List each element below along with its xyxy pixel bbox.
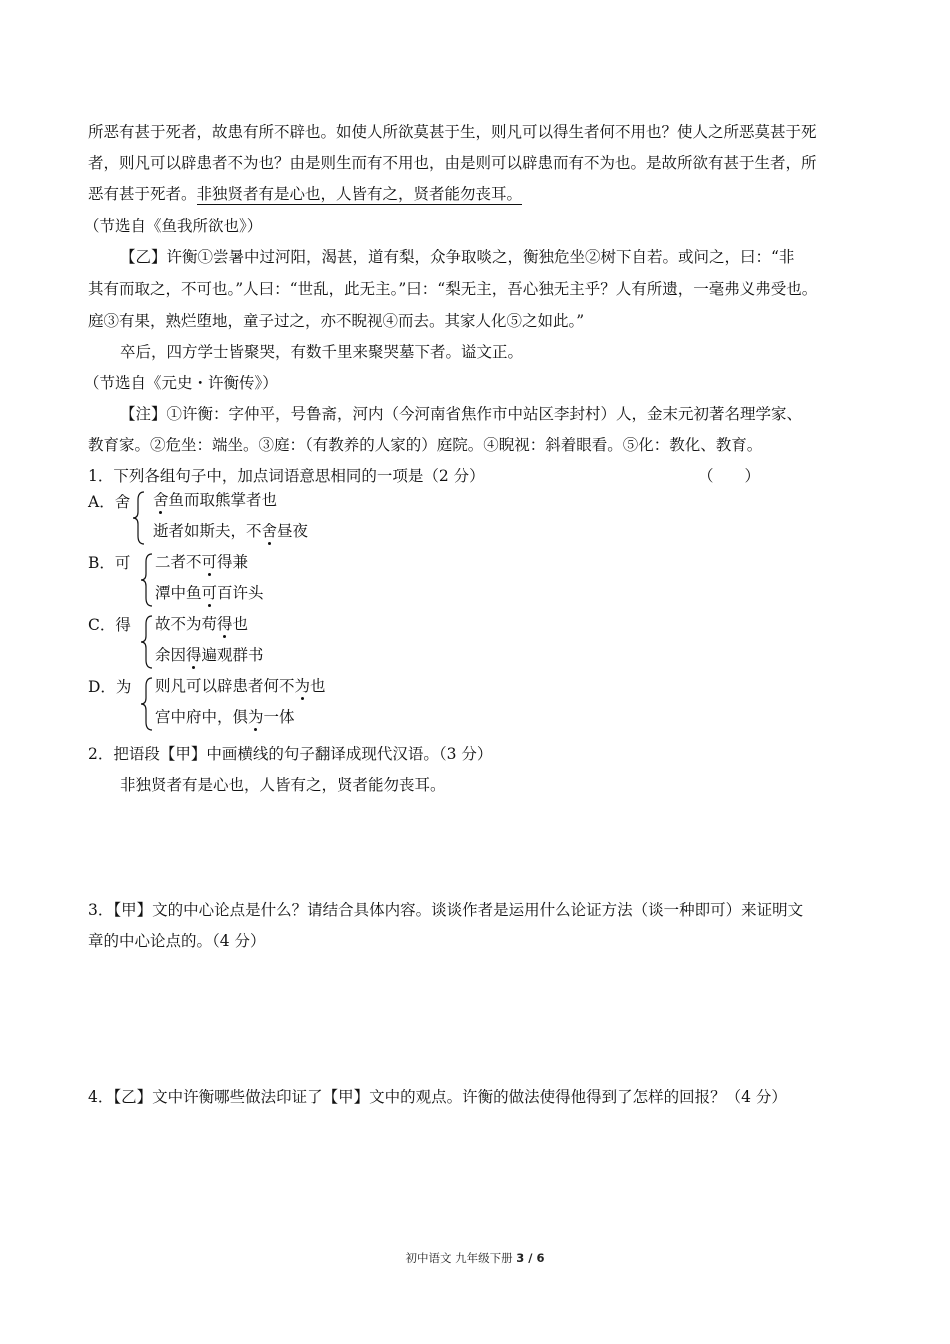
option-b-sentence-2: 潭中鱼可百许头	[155, 584, 264, 602]
option-a-sentence-2: 逝者如斯夫，不舍昼夜	[153, 522, 309, 540]
source-citation-jia: （节选自《鱼我所欲也》）	[84, 217, 263, 235]
question-2-stem: 2．把语段【甲】中画横线的句子翻译成现代汉语。（3 分）	[88, 745, 493, 763]
passage-line: 所恶有甚于死者，故患有所不辟也。如使人所欲莫甚于生，则凡可以得生者何不用也？使人之所恶莫甚于死	[88, 123, 817, 141]
passage-text: 恶有甚于死者。	[88, 185, 197, 203]
option-c-label: C．得	[88, 616, 131, 634]
passage-line: 者，则凡可以辟患者不为也？由是则生而有不用也，由是则可以辟患而有不为也。是故所欲有甚于生者，所	[88, 154, 817, 172]
source-citation-yi: （节选自《元史・许衡传》）	[84, 374, 278, 392]
brace-icon	[132, 490, 146, 546]
dotted-word: 舍	[153, 491, 169, 509]
page-number: 3 / 6	[516, 1251, 545, 1265]
option-d-label: D．为	[88, 678, 132, 696]
option-d-sentence-1: 则凡可以辟患者何不为也	[155, 677, 326, 695]
note-line: 教育家。②危坐：端坐。③庭：（有教养的人家的）庭院。④睨视：斜着眼看。⑤化：教化、教育。	[88, 436, 763, 454]
option-a-label: A．舍	[88, 493, 131, 511]
question-2-sentence: 非独贤者有是心也，人皆有之，贤者能勿丧耳。	[120, 776, 446, 794]
dotted-word: 得	[217, 615, 233, 633]
option-c-sentence-1: 故不为苟得也	[155, 615, 249, 633]
question-3-stem-cont: 章的中心论点的。（4 分）	[88, 932, 266, 950]
passage-yi-line: 卒后，四方学士皆聚哭，有数千里来聚哭墓下者。谥文正。	[120, 343, 524, 361]
option-b-sentence-1: 二者不可得兼	[155, 553, 249, 571]
note-line: 【注】①许衡：字仲平，号鲁斋，河内（今河南省焦作市中站区李封村）人，金末元初著名理学家、	[120, 405, 803, 423]
page-footer	[0, 1250, 950, 1266]
passage-yi-line: 其有而取之，不可也。”人曰：“世乱，此无主。”曰：“梨无主，吾心独无主乎？人有所遗，一毫弗义弗受也。	[88, 280, 818, 298]
dotted-word: 可	[201, 553, 218, 571]
underlined-sentence: 非独贤者有是心也，人皆有之，贤者能勿丧耳。	[196, 185, 523, 203]
option-c-sentence-2: 余因得遍观群书	[155, 646, 264, 664]
option-a-sentence-1: 舍鱼而取熊掌者也	[153, 491, 278, 509]
passage-line	[88, 184, 522, 204]
footer-text: 初中语文 九年级下册	[405, 1251, 517, 1265]
passage-yi-line: 庭③有果，熟烂堕地，童子过之，亦不睨视④而去。其家人化⑤之如此。”	[88, 312, 585, 330]
question-1-stem: 1．下列各组句子中，加点词语意思相同的一项是（2 分）	[88, 467, 485, 485]
brace-icon	[140, 676, 154, 732]
brace-icon	[140, 552, 154, 608]
dotted-word: 舍	[261, 522, 278, 540]
answer-parentheses: （ ）	[698, 467, 761, 485]
dotted-word: 为	[294, 677, 311, 695]
passage-yi-line: 【乙】许衡①尝暑中过河阳，渴甚，道有梨，众争取啖之，衡独危坐②树下自若。或问之，曰：“非	[120, 248, 795, 266]
option-d-sentence-2: 宫中府中，俱为一体	[155, 708, 295, 726]
brace-icon	[140, 614, 154, 670]
question-4-stem: 4．【乙】文中许衡哪些做法印证了【甲】文中的观点。许衡的做法使得他得到了怎样的回报？（4 分）	[88, 1088, 787, 1106]
dotted-word: 为	[248, 708, 264, 726]
dotted-word: 得	[186, 646, 202, 664]
question-3-stem: 3．【甲】文的中心论点是什么？请结合具体内容。谈谈作者是运用什么论证方法（谈一种即可）来证明文	[88, 901, 804, 919]
dotted-word: 可	[201, 584, 218, 602]
option-b-label: B．可	[88, 554, 131, 572]
